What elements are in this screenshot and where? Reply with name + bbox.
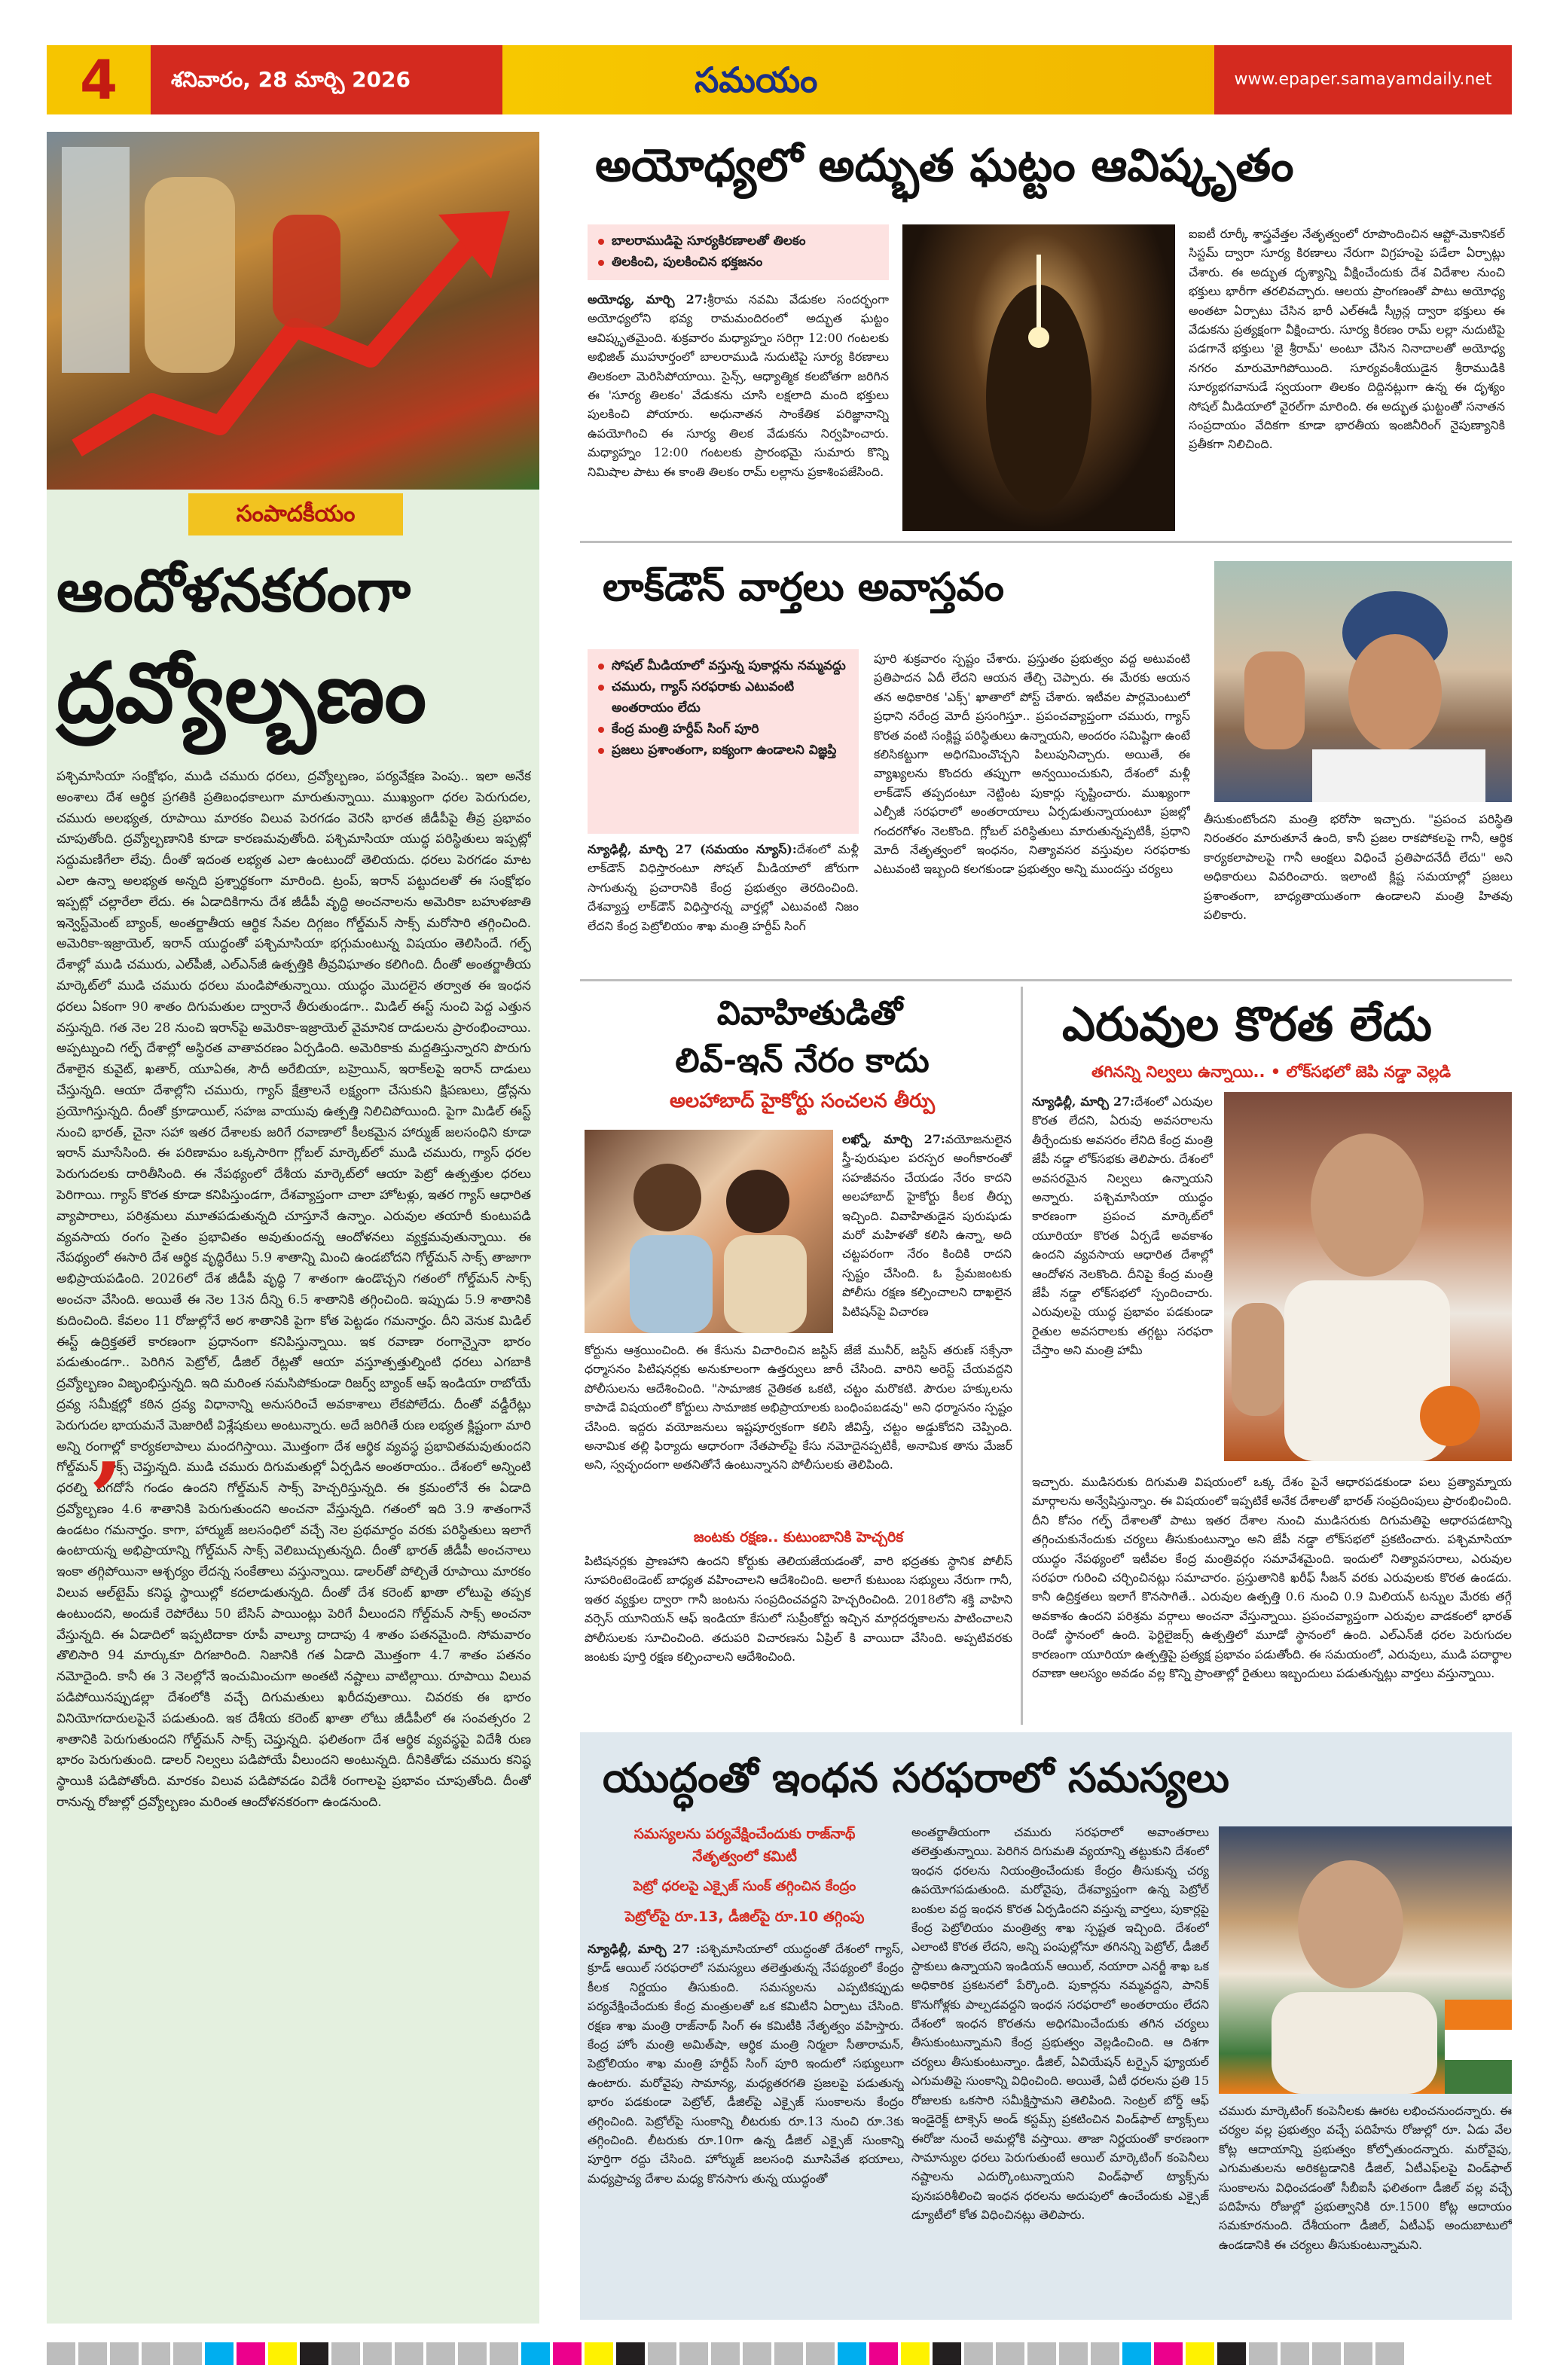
livein-body-2: కోర్టును ఆశ్రయించింది. ఈ కేసును విచారించిన జస్టిస్ జేజే మునీర్, జస్టిస్ తరుణ్ సక్సేనా ధర్మాసనం పిటిషనర్లకు అనుకూలంగా ఉత్తర్వులు జారీ చేసింది. వారిని అరెస్ట్ చేయవద్దని పోలీసులను ఆదేశించింది. "సామాజిక నైతికత ఒకటి, చట్టం మరొకటి. పౌరుల హక్కులను కాపాడే విషయంలో కోర్టులు సామాజిక అభిప్రాయాలకు బంధింపబడవు" అని ధర్మాసనం స్పష్టం చేసింది. ఇద్దరు వయోజనులు ఇష్టపూర్వకంగా కలిసి జీవిస్తే, చట్టం అడ్డుకోదని చెప్పింది. అనామిక తల్లి ఫిర్యాదు ఆధారంగా నేతపాల్‌పై కేసు నమోదైనప్పటికీ, అనామిక తాను మేజర్ అని, స్వచ్ఛందంగా అతనితోనే ఉంటున్నానని పోలీసులకు తెలిపింది.: [585, 1343, 1012, 1472]
livein-headline-1: వివాహితుడితో: [716, 994, 903, 1033]
website-link[interactable]: www.epaper.samayamdaily.net: [1214, 45, 1512, 114]
minister-portrait: [1214, 561, 1512, 802]
ayodhya-text-1: శ్రీరామ నవమి వేడుకల సందర్భంగా అయోధ్యలోని భవ్య రామమందిరంలో అద్భుత ఘట్టం ఆవిష్కృతమైంది. శుక్రవారం మధ్యాహ్నం సరిగ్గా 12:00 గంటలకు అభిజిత్ ముహూర్తంలో బాలరాముడి నుదుటిపై సూర్య కిరణాలు తిలకంలా మెరిసిపోయాయి. సైన్స్, ఆధ్యాత్మిక కలబోతగా జరిగిన ఈ 'సూర్య తిలకం' వేడుకను చూసి లక్షలాది మంది భక్తులు పులకించి పోయారు. అధునాతన సాంకేతిక పరిజ్ఞానాన్ని ఉపయోగించి ఈ సూర్య తిలక వేడుకను నిర్వహించారు. మధ్యాహ్నం 12:00 గంటలకు ప్రారంభమై సుమారు కొన్ని నిమిషాల పాటు ఈ కాంతి తిలకం రామ్ లల్లాను ప్రకాశింపజేసింది.: [588, 292, 889, 479]
war-body-2: అంతర్జాతీయంగా చమురు సరఫరాలో అవాంతరాలు తలెత్తుతున్నాయి. పెరిగిన దిగుమతి వ్యయాన్ని తట్టుకుని దేశంలో ఇంధన ధరలను నియంత్రించేందుకు కేంద్రం తీసుకున్న చర్య ఉపయోగపడుతుంది. మరోవైపు, దేశవ్యాప్తంగా ఉన్న పెట్రోల్ బంకుల వద్ద ఇంధన కొరత ఏర్పడిందని వస్తున్న వార్తలు, పుకార్లపై కేంద్ర పెట్రోలియం మంత్రిత్వ శాఖ స్పష్టత ఇచ్చింది. దేశంలో ఎలాంటి కొరత లేదని, అన్ని పంపుల్లోనూ తగినన్ని పెట్రోల్, డీజిల్ స్టాకులు ఉన్నాయని ఇండియన్ ఆయిల్, నయారా ఎనర్జీ శాఖ ఒక అధికారిక ప్రకటనలో పేర్కొంది. పుకార్లను నమ్మవద్దని, పానిక్ కొనుగోళ్లకు పాల్పడవద్దని ఇంధన సరఫరాలో అంతరాయం లేదని దేశంలో ఇంధన కొరతను అధిగమించేందుకు తగిన చర్యలు తీసుకుంటున్నామని కేంద్ర ప్రభుత్వం వెల్లడించింది. ఆ దిశగా చర్యలు తీసుకుంటున్నాం. డీజిల్, ఏవియేషన్ టర్బైన్ ఫ్యూయల్ ఎగుమతిపై సుంకాన్ని విధించింది. అయితే, ఏటీ ధరలను ప్రతి 15 రోజులకు ఒకసారి సమీక్షిస్తామని తెలిపింది. సెంట్రల్ బోర్డ్ ఆఫ్ ఇండైరెక్ట్ టాక్సెస్ అండ్ కస్టమ్స్ ప్రకటించిన విండ్‌ఫాల్ ట్యాక్స్‌లు ఈరోజు నుంచే అమల్లోకి వస్తాయి. తాజా నిర్ణయంతో కారణంగా సామాన్యుల ధరలు పెరుగుతుంటే ఆయిల్ మార్కెటింగ్ కంపెనీలు నష్టాలను ఎదుర్కొంటున్నాయని విండ్‌ఫాల్ ట్యాక్స్‌ను పునఃపరిశీలించి ఇంధన ధరలను అదుపులో ఉంచేందుకు ఎక్సైజ్ డ్యూటీలో కోత విధించినట్లు తెలిపారు.: [911, 1825, 1209, 2223]
war-body-1: [588, 1939, 904, 2320]
livein-subhead: అలహాబాద్ హైకోర్టు సంచలన తీర్పు: [669, 1090, 936, 1112]
fertilizer-body-2: ఇచ్చారు. ముడిసరుకు దిగుమతి విషయంలో ఒక్క దేశం పైనే ఆధారపడకుండా పలు ప్రత్యామ్నాయ మార్గాలను అన్వేషిస్తున్నాం. ఈ విషయంలో ఇప్పటికే అనేక దేశాలతో భారత్ సంప్రదింపులు ప్రారంభించింది. దీని కోసం గల్ఫ్ దేశాలతో పాటు ఇతర దేశాల నుంచి ముడిసరుకు దిగుమతిపై ఆధారపడటాన్ని తగ్గించుకునేందుకు చర్యలు తీసుకుంటున్నాం అని జేపీ నడ్డా లోక్‌సభలో ప్రకటించారు. పశ్చిమాసియా యుద్ధం నేపథ్యంలో ఇటీవల కేంద్ర మంత్రివర్గం సమావేశమైంది. ఇందులో నిత్యావసరాలు, ఎరువుల సరఫరా గురించి చర్చించినట్లు సమాచారం. ప్రస్తుతానికి ఖరీఫ్ సీజన్ వరకు ఎరువులకు కొరత ఉండదు. కానీ ఉద్రిక్తతలు ఇలాగే కొనసాగితే.. ఎరువుల ఉత్పత్తి 0.6 నుంచి 0.9 మిలియన్ టన్నుల మేరకు తగ్గే అవకాశం ఉందని పరిశ్రమ వర్గాలు అంచనా వేస్తున్నాయి. ప్రపంచవ్యాప్తంగా ఎరువుల వాడకంలో భారత్ రెండో స్థానంలో ఉంది. ఫెర్టిలైజర్స్ ఉత్పత్తిలో మూడో స్థానంలో ఉంది. ఎల్‌ఎన్‌జీ ధరల పెరుగుదల కారణంగా యూరియా ఉత్పత్తిపై ప్రత్యక్ష ప్రభావం పడుతోంది. ఈ సమయంలో, ఎరువులు, ముడి పదార్థాల రవాణా ఆలస్యం అవడం వల్ల కొన్ని ప్రాంతాల్లో రైతులు ఇబ్బందులు పడుతున్నట్లు వార్తలు వస్తున్నాయి.: [1032, 1475, 1512, 1681]
war-subhead-2: పెట్రో ధరలపై ఎక్సైజ్ సుంక్ తగ్గించిన కేంద్రం: [633, 1878, 856, 1894]
lockdown-dateline: న్యూఢిల్లీ, మార్చి 27 (సమయం న్యూస్):: [588, 842, 797, 856]
lockdown-text-1: దేశంలో మళ్లీ లాక్‌డౌన్ విధిస్తారంటూ సోషల్ మీడియాలో జోరుగా సాగుతున్న ప్రచారానికి కేంద్ర ప్రభుత్వం తెరదించింది. దేశవ్యాప్త లాక్‌డౌన్ విధిస్తారన్న వార్తల్లో ఎటువంటి నిజం లేదని కేంద్ర పెట్రోలియం శాఖ మంత్రి హర్దీప్ సింగ్: [588, 842, 859, 933]
fertilizer-headline: ఎరువుల కొరత లేదు: [1062, 996, 1432, 1051]
masthead: [47, 45, 1512, 114]
war-text-1: పశ్చిమాసియాలో యుద్ధంతో దేశంలో గ్యాస్, క్రూడ్ ఆయిల్ సరఫరాలో సమస్యలు తలెత్తుతున్న నేపథ్యంలో కేంద్రం కీలక నిర్ణయం తీసుకుంది. సమస్యలను ఎప్పటికప్పుడు పర్యవేక్షించేందుకు కేంద్ర మంత్రులతో ఒక కమిటీని ఏర్పాటు చేసింది. రక్షణ శాఖ మంత్రి రాజ్‌నాథ్ సింగ్ ఈ కమిటీకి నేతృత్వం వహిస్తారు. కేంద్ర హోం మంత్రి అమిత్‌షా, ఆర్థిక మంత్రి నిర్మలా సీతారామన్, పెట్రోలియం శాఖ మంత్రి హర్దీప్ సింగ్ పూరి ఇందులో సభ్యులుగా ఉంటారు. మరోవైపు సామాన్య, మధ్యతరగతి ప్రజలపై పడుతున్న భారం పడకుండా పెట్రోల్, డీజిల్‌పై ఎక్సైజ్ సుంకాలను కేంద్రం తగ్గించింది. పెట్రోల్‌పై సుంకాన్ని లీటరుకు రూ.13 నుంచి రూ.3కు తగ్గించింది. లీటరుకు రూ.10గా ఉన్న డీజిల్ ఎక్సైజ్ సుంకాన్ని పూర్తిగా రద్దు చేసింది. హోర్ముజ్ జలసంధి మూసివేత భయాలు, మధ్యప్రాచ్య దేశాల మధ్య కొనసాగు తున్న యుద్ధంతో: [588, 1942, 904, 2186]
war-subhead-1a: సమస్యలను పర్యవేక్షించేందుకు రాజ్‌నాథ్: [633, 1826, 856, 1842]
lockdown-bullet: సోషల్ మీడియాలో వస్తున్న పుకార్లను నమ్మవద్దు: [597, 655, 850, 676]
war-body-3: చమురు మార్కెటింగ్ కంపెనీలకు ఊరట లభించనుందన్నారు. ఈ చర్యల వల్ల ప్రభుత్వం వచ్చే పదిహేను రోజుల్లో రూ. ఏడు వేల కోట్ల ఆదాయాన్ని ప్రభుత్వం కోల్పోతుందన్నారు. మరోవైపు, ఎగుమతులను అరికట్టడానికి డీజిల్, ఏటీఎఫ్‌లపై విండ్‌ఫాల్ సుంకాలను విధించడంతో సీబీఐసీ ఫలితంగా డీజిల్ వల్ల వచ్చే పదిహేను రోజుల్లో ప్రభుత్వానికి రూ.1500 కోట్ల ఆదాయం సమకూరనుంది. దేశీయంగా డీజిల్, ఏటీఎఫ్ అందుబాటులో ఉండడానికి ఈ చర్యలు తీసుకుంటున్నామని.: [1219, 2104, 1512, 2252]
rajnath-photo: [1219, 1826, 1512, 2094]
ayodhya-bullet: తిలకించి, పులకించిన భక్తజనం: [597, 252, 880, 273]
couple-photo: [585, 1130, 833, 1333]
divider: [580, 541, 1512, 543]
war-subhead-3: పెట్రోల్‌పై రూ.13, డీజిల్‌పై రూ.10 తగ్గింపు: [624, 1909, 865, 1925]
ayodhya-bullet: బాలరాముడిపై సూర్యకిరణాలతో తిలకం: [597, 230, 880, 252]
divider: [580, 979, 1512, 981]
rajnath-portrait: [1219, 1826, 1512, 2094]
divider: [1021, 987, 1023, 1725]
page-number: 4: [47, 45, 151, 114]
nadda-photo: [1224, 1092, 1512, 1461]
fertilizer-body-1: [1032, 1092, 1213, 1469]
editorial-body: పశ్చిమాసియా సంక్షోభం, ముడి చమురు ధరలు, ద్రవ్యోల్బణం, పర్యవేక్షణ పెంపు.. ఇలా అనేక అంశాలు దేశ ఆర్థిక ప్రగతికి ప్రతిబంధకాలుగా మారుతున్నాయి. ముఖ్యంగా ధరల పెరుగుదల, చమురు అలభ్యత, రూపాయి మారకం విలువ పెరగడం వెరసి భారత జీడీపీపై తీవ్ర ప్రభావం చూపుతోంది. ద్రవ్యోల్బణానికి కూడా కారణమవుతోంది. పశ్చిమాసియా యుద్ధ పరిస్థితులు ఇప్పట్లో సద్దుమణిగేలా లేవు. దీంతో ఇదంత లభ్యత ఎలా ఉంటుందో తెలియదు. ధరలు పెరగడం మాట ఎలా ఉన్నా అలభ్యత అన్నది ప్రశ్నార్థకంగా మారింది. ట్రంప్, ఇరాన్ పట్టుదలతో ఈ సంక్షోభం ఇప్పట్లో చల్లారేలా లేదు. ఈ ఏడాదికిగాను దేశ జీడీపీ వృద్ధి అంచనాలను అమెరికా బహుళజాతి ఇన్వెస్ట్‌మెంట్ బ్యాంక్, అంతర్జాతీయ ఆర్థిక సేవల దిగ్గజం గోల్డ్‌మన్ సాక్స్ మరోసారి తగ్గించింది. అమెరికా-ఇజ్రాయెల్, ఇరాన్ యుద్ధంతో పశ్చిమాసియా భగ్గుమంటున్న విషయం తెలిసిందే. గల్ఫ్ దేశాల్లో ముడి చమురు, ఎల్‌పీజీ, ఎల్‌ఎన్‌జీ ఉత్పత్తికి తీవ్రవిఘాతం కలిగింది. దీంతో అంతర్జాతీయ మార్కెట్‌లో ముడి చమురు ధరలు మండిపోతున్నాయి. యుద్ధం మొదలైన తర్వాత ఈ ఇంధన ధరలు ఏకంగా 90 శాతం దిగుమతుల ద్వారానే తీరుతుండగా.. మిడిల్ ఈస్ట్ నుంచి పెద్ద ఎత్తున వస్తున్నది. గత నెల 28 నుంచి ఇరాన్‌పై అమెరికా-ఇజ్రాయెల్ వైమానిక దాడులను ప్రారంభించాయి. అప్పట్నుంచి గల్ఫ్ దేశాల్లో అస్థిరత వాతావరణం ఏర్పడింది. అమెరికాకు మద్దతిస్తున్నారని పొరుగు దేశాలైన కువైట్, ఖతార్, యూఏఈ, సౌదీ అరేబియా, బహ్రెయిన్, ఇరాక్‌లపై ఇరాన్ దాడులు చేస్తున్నది. ఆయా దేశాల్లోని చమురు, గ్యాస్ క్షేత్రాలనే లక్ష్యంగా చేసుకుని క్షిపణులు, డ్రోన్లను ప్రయోగిస్తున్నది. దీంతో క్రూడాయిల్, సహజ వాయువు ఉత్పత్తి నిలిచిపోయింది. పైగా మిడిల్ ఈస్ట్ నుంచి భారత్, చైనా సహా ఇతర దేశాలకు జరిగే రవాణాలో కీలకమైన హార్ముజ్ జలసంధిని కూడా ఇరాన్ మూసేసింది. ఈ పరిణామం ఒక్కసారిగా గ్లోబల్ మార్కెట్‌లో ముడి చమురు, గ్యాస్ ధరల పెరుగుదలకు దారితీసింది. ఈ నేపథ్యంలో దేశీయ మార్కెట్‌లో ఆయా పెట్రో ఉత్పత్తుల ధరలు పెరిగాయి. గ్యాస్ కొరత కూడా కనిపిస్తుండగా, దేశవ్యాప్తంగా చాలా హోటళ్లు, ఇతర గ్యాస్ ఆధారిత వ్యాపారాలు, పరిశ్రమలు మూతపడుతున్నది చూస్తూనే ఉన్నాం. ఎరువుల తయారీ కుంటుపడి వ్యవసాయ రంగం సైతం ప్రభావితం అవుతుందన్న ఆందోళనలు వ్యక్తమవుతున్నాయి. ఈ నేపథ్యంలో ఈసారి దేశ ఆర్థిక వృద్ధిరేటు 5.9 శాతాన్ని మించి ఉండబోదని గోల్డ్‌మన్ సాక్స్ తాజాగా అభిప్రాయపడింది. 2026లో దేశ జీడీపీ వృద్ధి 7 శాతంగా ఉండొచ్చని గతంలో గోల్డ్‌మన్ సాక్స్ అంచనా వేసింది. అయితే ఈ నెల 13న దీన్ని 6.5 శాతానికి తగ్గించింది. ఇప్పుడు 5.9 శాతానికి కుదించింది. కేవలం 11 రోజుల్లోనే అర శాతానికి పైగా కోత పెట్టడం గమనార్హం. దీని వెనుక మిడిల్ ఈస్ట్ ఉద్రిక్తతలే కారణంగా ప్రధానంగా కనిపిస్తున్నాయి. ఇక రవాణా రంగాన్నైనా భారం పడుతుండగా.. పెరిగిన పెట్రోల్, డీజిల్ రేట్లతో ఆయా వస్తూత్పత్తుల్నింటి ధరలు ఎగబాకి ద్రవ్యోల్బణం విజృంభిస్తున్నది. ఇది మరింత సమసిపోకుండా రిజర్వ్ బ్యాంక్ ఆఫ్ ఇండియా రాబోయే ద్రవ్య సమీక్షల్లో కఠిన ద్రవ్య విధానాన్ని అనుసరించే అవకాశాలు లేకపోలేదు. దీంతో వడ్డీరేట్లు పెరుగుదల భాయమనే మెజారిటీ విశ్లేషకులు అంటున్నారు. అదే జరిగితే రుణ లభ్యత క్లిష్టంగా మారి అన్ని రంగాల్లో కార్యకలాపాలు మందగిస్తాయి. మొత్తంగా దేశ ఆర్థిక వ్యవస్థ ప్రభావితమవుతుందని గోల్డ్‌మన్ సాక్స్ చెప్తున్నది. ముడి చమురు దిగుమతుల్లో ఏర్పడిన అంతరాయం.. దేశంలో అన్నింటి ధరల్ని ఎగదోసే గండం ఉందని గోల్డ్‌మన్ సాక్స్ హెచ్చరిస్తున్నది. ఈ క్రమంలోనే ఈ ఏడాది ద్రవ్యోల్బణం 4.6 శాతానికి పెరుగుతుందని అంచనా వేస్తున్నది. గతంలో ఇది 3.9 శాతంగానే ఉండటం గమనార్హం. కాగా, హార్ముజ్ జలసంధిలో వచ్చే నెల ప్రథమార్ధం వరకు పరిస్థితులు ఇలాగే ఉంటాయన్న అభిప్రాయాన్ని గోల్డ్‌మన్ సాక్స్ వెలిబుచ్చుతున్నది. దీంతో భారత్ జీడీపీ అంచనాలు ఇంకా తగ్గిపోయినా ఆశ్చర్యం లేదన్న సంకేతాలు వస్తున్నాయి. డాలర్‌తో పోల్చితే రూపాయి మారకం విలువ ఆల్‌టైమ్ కనిష్ఠ స్థాయిల్లో కదలాడుతున్నది. దీంతో దేశ కరెంట్ ఖాతా లోటుపై తప్పక ఉంటుందని, అందుకే రెపోరేటు 50 బేసిస్ పాయింట్లు పెరిగే వీలుందని గోల్డ్‌మన్ సాక్స్ అంచనా వేస్తున్నది. ఈ ఏడాదిలో ఇప్పటిదాకా రూపీ వాల్యూ దాదాపు 4 శాతం పతనమైంది. సోమవారం తొలిసారి 94 మార్కుకూ దిగజారింది. నిజానికి గత ఏడాది మొత్తంగా 4.7 శాతం పతనం నమోదైంది. కానీ ఈ 3 నెలల్లోనే ఇంచుమించుగా అంతటి నష్టాలు వాటిల్లాయి. రూపాయి విలువ పడిపోయినప్పుడల్లా దేశంలోకి వచ్చే దిగుమతులు ఖరీదవుతాయి. చివరకు ఈ భారం వినియోగదారులపైనే పడుతుంది. ఇక దేశీయ కరెంట్ ఖాతా లోటు జీడీపీలో ఈ సంవత్సరం 2 శాతానికి పెరుగుతుందని గోల్డ్‌మన్ సాక్స్ చెప్తున్నది. ఫలితంగా దేశ ఆర్థిక వ్యవస్థపై విదేశీ రుణ భారం పెరుగుతుంది. డాలర్ నిల్వలు పడిపోయే వీలుందని అంటున్నది. దీనికితోడు చమురు కనిష్ఠ స్థాయికి పడిపోతోంది. మారకం విలువ పడిపోవడం విదేశీ రంగాలపై ప్రభావం చూపుతోంది. దీంతో రానున్న రోజుల్లో ద్రవ్యోల్బణం మరింత ఆందోళనకరంగా ఉండనుంది.: [56, 769, 531, 1811]
lockdown-body-1: [588, 840, 859, 972]
ayodhya-photo: [902, 224, 1175, 531]
price-rise-illustration: [47, 132, 539, 490]
fertilizer-subhead: తగినన్ని నిల్వలు ఉన్నాయి.. • లోక్‌సభలో జెపి నడ్డా వెల్లడి: [1091, 1063, 1452, 1081]
war-headline: యుద్ధంతో ఇంధన సరఫరాలో సమస్యలు: [603, 1754, 1229, 1802]
lockdown-body-3: తీసుకుంటోందని మంత్రి భరోసా ఇచ్చారు. "ప్రపంచ పరిస్థితి నిరంతరం మారుతూనే ఉంది, కానీ ప్రజల రాకపోకలపై గానీ, ఆర్థిక కార్యకలాపాలపై గానీ ఆంక్షలు విధించే ప్రతిపాదనేదీ లేదు" అని అధికారులు వివరించారు. ఇలాంటి క్లిష్ట సమయాల్లో ప్రజలు ప్రశాంతంగా, బాధ్యతాయుతంగా ఉండాలని మంత్రి హితవు పలికారు.: [1204, 812, 1513, 923]
lockdown-bullets: [588, 649, 859, 834]
fertilizer-dateline: న్యూఢిల్లీ, మార్చి 27:: [1032, 1094, 1135, 1109]
print-color-bar: [47, 2342, 1512, 2365]
lockdown-bullet: చమురు, గ్యాస్ సరఫరాకు ఎటువంటి అంతరాయం లేదు: [597, 676, 850, 719]
war-dateline: న్యూఢిల్లీ, మార్చి 27 :: [588, 1942, 701, 1956]
editorial-tag: సంపాదకీయం: [188, 493, 403, 536]
ayodhya-headline: అయోధ్యలో అద్భుత ఘట్టం ఆవిష్కృతం: [595, 139, 1294, 192]
hardeep-puri-photo: [1214, 561, 1512, 802]
livein-text-1: వయోజనులైన స్త్రీ-పురుషుల పరస్పర అంగీకారంతో సహజీవనం చేయడం నేరం కాదని అలహాబాద్ హైకోర్టు కీలక తీర్పు ఇచ్చింది. వివాహితుడైన పురుషుడు మరో మహిళతో కలిసి ఉన్నా, అది చట్టపరంగా నేరం కిందికి రాదని స్పష్టం చేసింది. ఓ ప్రేమజంటకు పోలీసు రక్షణ కల్పించాలని దాఖలైన పిటిషన్‌పై విచారణ: [842, 1132, 1012, 1319]
editorial-headline-1: ఆందోళనకరంగా: [56, 557, 411, 625]
ayodhya-body-1: [588, 290, 889, 531]
livein-body-3: పిటిషనర్లకు ప్రాణహాని ఉందని కోర్టుకు తెలియజేయడంతో, వారి భద్రతకు స్థానిక పోలీస్ సూపరింటెండెంట్ బాధ్యత వహించాలని ఆదేశించింది. అలాగే కుటుంబ సభ్యులు నేరుగా గానీ, ఇతర వ్యక్తుల ద్వారా గానీ జంటను సంప్రదించవద్దని హెచ్చరించింది. 2018లోని శక్తి వాహిని వర్సెస్ యూనియన్ ఆఫ్ ఇండియా కేసులో సుప్రీంకోర్టు ఇచ్చిన మార్గదర్శకాలను పాటించాలని పోలీసులకు సూచించింది. తదుపరి విచారణను ఏప్రిల్ కి వాయిదా వేసింది. అప్పటివరకు జంటకు పూర్తి రక్షణ కల్పించాలని ఆదేశించింది.: [585, 1554, 1012, 1664]
lockdown-bullet: కేంద్ర మంత్రి హర్దీప్ సింగ్ పూరి: [597, 719, 850, 740]
ram-lalla-idol-image: [902, 224, 1175, 531]
issue-date: శనివారం, 28 మార్చి 2026: [171, 67, 411, 92]
lockdown-body-2: పూరి శుక్రవారం స్పష్టం చేశారు. ప్రస్తుతం ప్రభుత్వం వద్ద అటువంటి ప్రతిపాదన ఏదీ లేదని ఆయన తేల్చి చెప్పారు. ఈ మేరకు ఆయన తన అధికారిక 'ఎక్స్' ఖాతాలో పోస్ట్ చేశారు. ఇటీవల పార్లమెంటులో ప్రధాని నరేంద్ర మోదీ ప్రసంగిస్తూ.. ప్రపంచవ్యాప్తంగా చమురు, గ్యాస్ కొరత వంటి సంక్లిష్ట పరిస్థితులు ఉన్నాయని, అందరం సమిష్టిగా ఉంటే కలిసికట్టుగా అధిగమించొచ్చని పిలుపునిచ్చారు. అయితే, ఈ వ్యాఖ్యలను కొందరు తప్పుగా అన్వయించుకుని, దేశంలో మళ్లీ లాక్‌డౌన్ తప్పదంటూ నెట్టింట పుకార్లు సృష్టించారు. ముఖ్యంగా ఎల్పీజీ సరఫరాలో అంతరాయాలు ఏర్పడుతున్నాయంటూ ప్రజల్లో గందరగోళం నెలకొంది. గ్లోబల్ పరిస్థితులు మారుతున్నప్పటికీ, ప్రధాని మోదీ నేతృత్వంలో ఇంధనం, నిత్యావసర వస్తువుల సరఫరాకు ఎటువంటి ఇబ్బంది కలగకుండా ప్రభుత్వం అన్ని ముందస్తు చర్యలు: [874, 651, 1190, 877]
lockdown-headline: లాక్‌డౌన్ వార్తలు అవాస్తవం: [603, 565, 1005, 610]
paper-title: సమయం: [695, 60, 818, 100]
war-subhead-1b: నేతృత్వంలో కమిటీ: [692, 1848, 797, 1865]
livein-body-1: [842, 1130, 1012, 1333]
quote-mark-icon: ’: [89, 1441, 124, 1556]
editorial-photo: [47, 132, 539, 490]
ayodhya-body-2: ఐఐటీ రూర్కీ శాస్త్రవేత్తల నేతృత్వంలో రూపొందించిన ఆప్టో-మెకానికల్ సిస్టమ్ ద్వారా సూర్య కిరణాలు నేరుగా విగ్రహంపై పడేలా ఏర్పాట్లు చేశారు. ఈ అద్భుత దృశ్యాన్ని వీక్షించేందుకు దేశ విదేశాల నుంచి భక్తులు భారీగా తరలివచ్చారు. ఆలయ ప్రాంగణంతో పాటు అయోధ్య అంతటా ఏర్పాటు చేసిన భారీ ఎల్‌ఈడీ స్క్రీన్ల ద్వారా భక్తులు ఈ వేడుకను ప్రత్యక్షంగా వీక్షించారు. సూర్య కిరణం రామ్ లల్లా నుదుటిపై పడగానే భక్తులు 'జై శ్రీరామ్' అంటూ చేసిన నినాదాలతో అయోధ్య నగరం మారుమోగిపోయింది. సూర్యవంశీయుడైన శ్రీరాముడికి సూర్యభగవానుడే స్వయంగా తిలకం దిద్దినట్లుగా ఉన్న ఈ దృశ్యం సోషల్ మీడియాలో వైరల్‌గా మారింది. ఈ అద్భుత ఘట్టంతో సనాతన సంప్రదాయం వేదికగా కూడా భారతీయ ఇంజినీరింగ్ నైపుణ్యానికి ప్రతీకగా నిలిచింది.: [1189, 227, 1505, 452]
livein-crosshead: జంటకు రక్షణ.. కుటుంబానికి హెచ్చరిక: [693, 1529, 904, 1545]
editorial-headline-2: ద్రవ్యోల్బణం: [56, 645, 427, 741]
lockdown-bullet: ప్రజలు ప్రశాంతంగా, ఐక్యంగా ఉండాలని విజ్ఞప్తి: [597, 740, 850, 761]
ayodhya-dateline: అయోధ్య, మార్చి 27:: [588, 292, 707, 307]
fertilizer-text-1: దేశంలో ఎరువుల కొరత లేదని, ఏరువు అవసరాలను తీర్చేందుకు అవసరం లేనిది కేంద్ర మంత్రి జేపీ నడ్డా లోక్‌సభకు తెలిపారు. దేశంలో అవసరమైన నిల్వలు ఉన్నాయని అన్నారు. పశ్చిమాసియా యుద్ధం కారణంగా ప్రపంచ మార్కెట్‌లో యూరియా కొరత ఏర్పడే అవకాశం ఉందని వ్యవసాయ ఆధారిత దేశాల్లో ఆందోళన నెలకొంది. దీనిపై కేంద్ర మంత్రి జేపీ నడ్డా లోక్‌సభలో స్పందించారు. ఎరువులపై యుద్ధ ప్రభావం పడకుండా రైతుల అవసరాలకు తగ్గట్టు సరఫరా చేస్తాం అని మంత్రి హామీ: [1032, 1094, 1213, 1358]
ayodhya-bullets: [588, 224, 889, 280]
livein-headline-2: లివ్-ఇన్ నేరం కాదు: [675, 1042, 930, 1080]
nadda-portrait: [1224, 1092, 1512, 1461]
livein-dateline: లఖ్నో, మార్చి 27:: [842, 1132, 945, 1146]
couple-image: [585, 1130, 833, 1333]
masthead-yellow-band: [502, 45, 1267, 114]
